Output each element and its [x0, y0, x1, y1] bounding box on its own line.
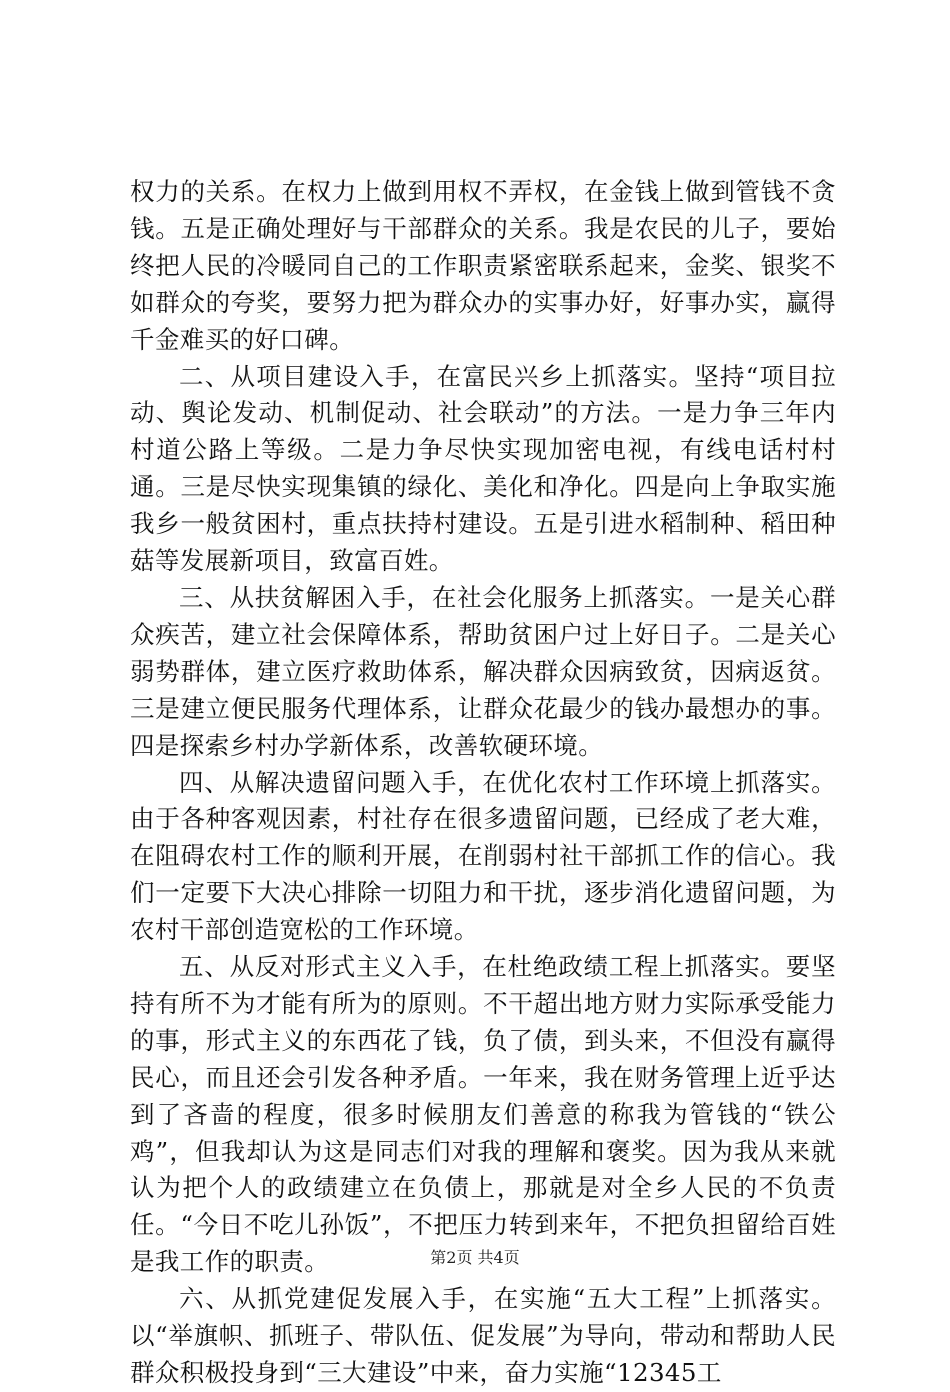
paragraph-section-six: 六、从抓党建促发展入手，在实施“五大工程”上抓落实。以“举旗帜、抓班子、带队伍、促发展”为导向，带动和帮助人民群众积极投身到“三大建设”中来，奋力实施“12345工: [130, 1284, 836, 1387]
document-body: [130, 174, 836, 1392]
paragraph-continued: 权力的关系。在权力上做到用权不弄权，在金钱上做到管钱不贪钱。五是正确处理好与干部群众的关系。我是农民的儿子，要始终把人民的冷暖同自己的工作职责紧密联系起来，金奖、银奖不如群众的夸奖，要努力把为群众办的实事办好，好事办实，赢得千金难买的好口碑。: [130, 177, 836, 354]
paragraph-section-three: 三、从扶贫解困入手，在社会化服务上抓落实。一是关心群众疾苦，建立社会保障体系，帮助贫困户过上好日子。二是关心弱势群体，建立医疗救助体系，解决群众因病致贫，因病返贫。三是建立便民服务代理体系，让群众花最少的钱办最想办的事。四是探索乡村办学新体系，改善软硬环境。: [130, 582, 836, 760]
paragraph-section-five: 五、从反对形式主义入手，在杜绝政绩工程上抓落实。要坚持有所不为才能有所为的原则。不干超出地方财力实际承受能力的事，形式主义的东西花了钱，负了债，到头来，不但没有赢得民心，而且还会引发各种矛盾。一年来，我在财务管理上近乎达到了吝啬的程度，很多时候朋友们善意的称我为管钱的“铁公鸡”，但我却认为这是同志们对我的理解和褒奖。因为我从来就认为把个人的政绩建立在负债上，那就是对全乡人民的不负责任。“今日不吃儿孙饭”，不把压力转到来年，不把负担留给百姓是我工作的职责。: [130, 952, 836, 1277]
paragraph-section-two: 二、从项目建设入手，在富民兴乡上抓落实。坚持“项目拉动、舆论发动、机制促动、社会联动”的方法。一是力争三年内村道公路上等级。二是力争尽快实现加密电视，有线电话村村通。三是尽快实现集镇的绿化、美化和净化。四是向上争取实施我乡一般贫困村，重点扶持村建设。五是引进水稻制种、稻田种菇等发展新项目，致富百姓。: [130, 361, 836, 576]
paragraph-section-four: 四、从解决遗留问题入手，在优化农村工作环境上抓落实。由于各种客观因素，村社存在很多遗留问题，已经成了老大难，在阻碍农村工作的顺利开展，在削弱村社干部抓工作的信心。我们一定要下大决心排除一切阻力和干扰，逐步消化遗留问题，为农村干部创造宽松的工作环境。: [130, 767, 836, 945]
page-number-footer: 第2页 共4页: [430, 1248, 520, 1267]
